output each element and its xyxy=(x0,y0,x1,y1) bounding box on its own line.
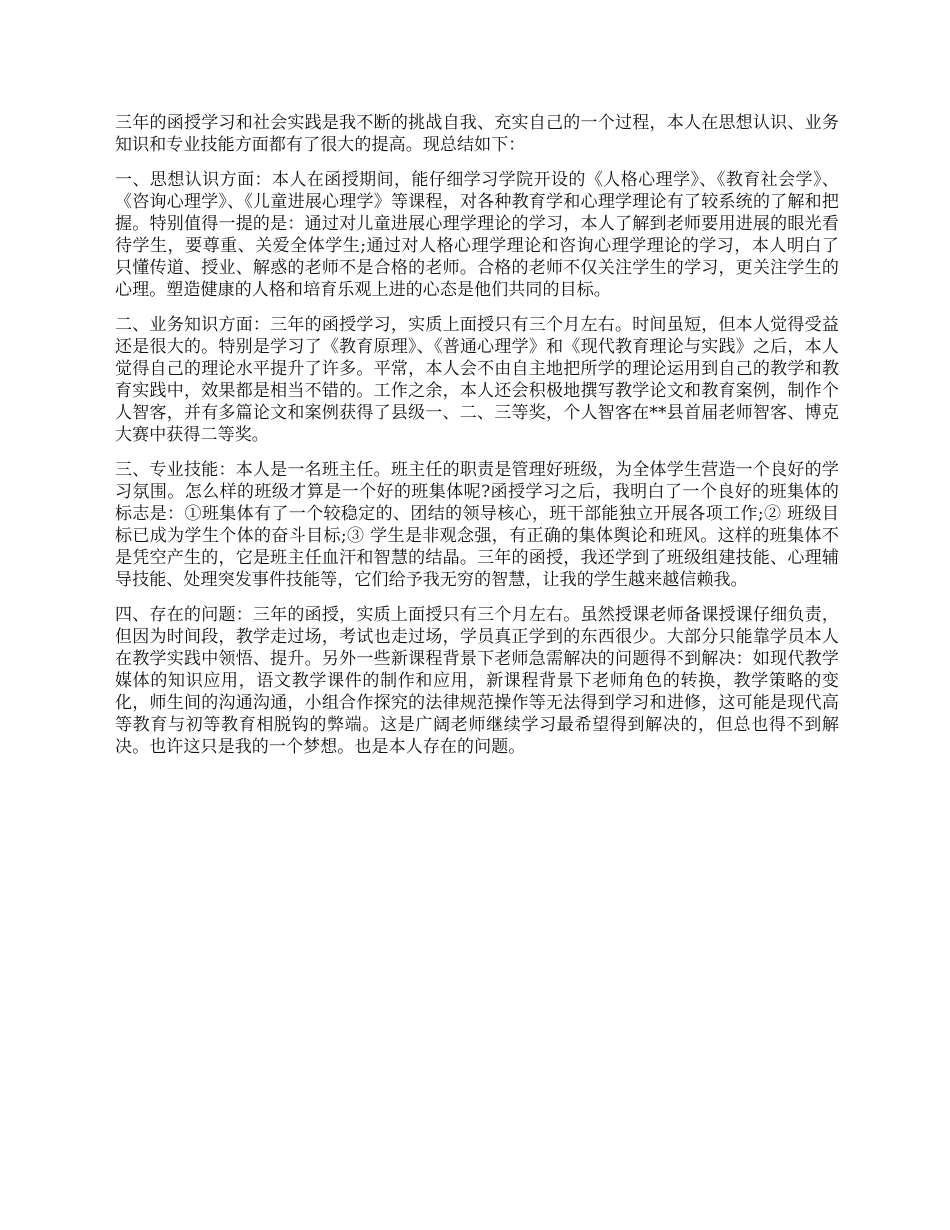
paragraph-ideological-understanding: 一、思想认识方面：本人在函授期间，能仔细学习学院开设的《人格心理学》、《教育社会学》、《咨询心理学》、《儿童进展心理学》等课程，对各种教育学和心理学理论有了较系统的了解和把握。特别值得一提的是：通过对儿童进展心理学理论的学习，本人了解到老师要用进展的眼光看待学生，要尊重、关爱全体学生;通过对人格心理学理论和咨询心理学理论的学习，本人明白了只懂传道、授业、解惑的老师不是合格的老师。合格的老师不仅关注学生的学习，更关注学生的心理。塑造健康的人格和培育乐观上进的心态是他们共同的目标。 xyxy=(115,170,839,300)
paragraph-existing-problems: 四、存在的问题：三年的函授，实质上面授只有三个月左右。虽然授课老师备课授课仔细负责，但因为时间段，教学走过场，考试也走过场，学员真正学到的东西很少。大部分只能靠学员本人在教学实践中领悟、提升。另外一些新课程背景下老师急需解决的问题得不到解决：如现代教学媒体的知识应用，语文教学课件的制作和应用，新课程背景下老师角色的转换，教学策略的变化，师生间的沟通沟通，小组合作探究的法律规范操作等无法得到学习和进修，这可能是现代高等教育与初等教育相脱钩的弊端。这是广阔老师继续学习最希望得到解决的，但总也得不到解决。也许这只是我的一个梦想。也是本人存在的问题。 xyxy=(115,605,839,757)
paragraph-professional-skills: 三、专业技能：本人是一名班主任。班主任的职责是管理好班级，为全体学生营造一个良好的学习氛围。怎么样的班级才算是一个好的班集体呢?函授学习之后，我明白了一个良好的班集体的标志是：①班集体有了一个较稳定的、团结的领导核心，班干部能独立开展各项工作;② 班级目标已成为学生个体的奋斗目标;③ 学生是非观念强，有正确的集体舆论和班风。这样的班集体不是凭空产生的，它是班主任血汗和智慧的结晶。三年的函授，我还学到了班级组建技能、心理辅导技能、处理突发事件技能等，它们给予我无穷的智慧，让我的学生越来越信赖我。 xyxy=(115,460,839,590)
paragraph-professional-knowledge: 二、业务知识方面：三年的函授学习，实质上面授只有三个月左右。时间虽短，但本人觉得受益还是很大的。特别是学习了《教育原理》、《普通心理学》和《现代教育理论与实践》之后，本人觉得自己的理论水平提升了许多。平常，本人会不由自主地把所学的理论运用到自己的教学和教育实践中，效果都是相当不错的。工作之余，本人还会积极地撰写教学论文和教育案例，制作个人智客，并有多篇论文和案例获得了县级一、二、三等奖，个人智客在**县首届老师智客、博克大赛中获得二等奖。 xyxy=(115,315,839,445)
document-body xyxy=(115,112,839,771)
paragraph-intro: 三年的函授学习和社会实践是我不断的挑战自我、充实自己的一个过程，本人在思想认识、业务知识和专业技能方面都有了很大的提高。现总结如下： xyxy=(115,113,839,155)
